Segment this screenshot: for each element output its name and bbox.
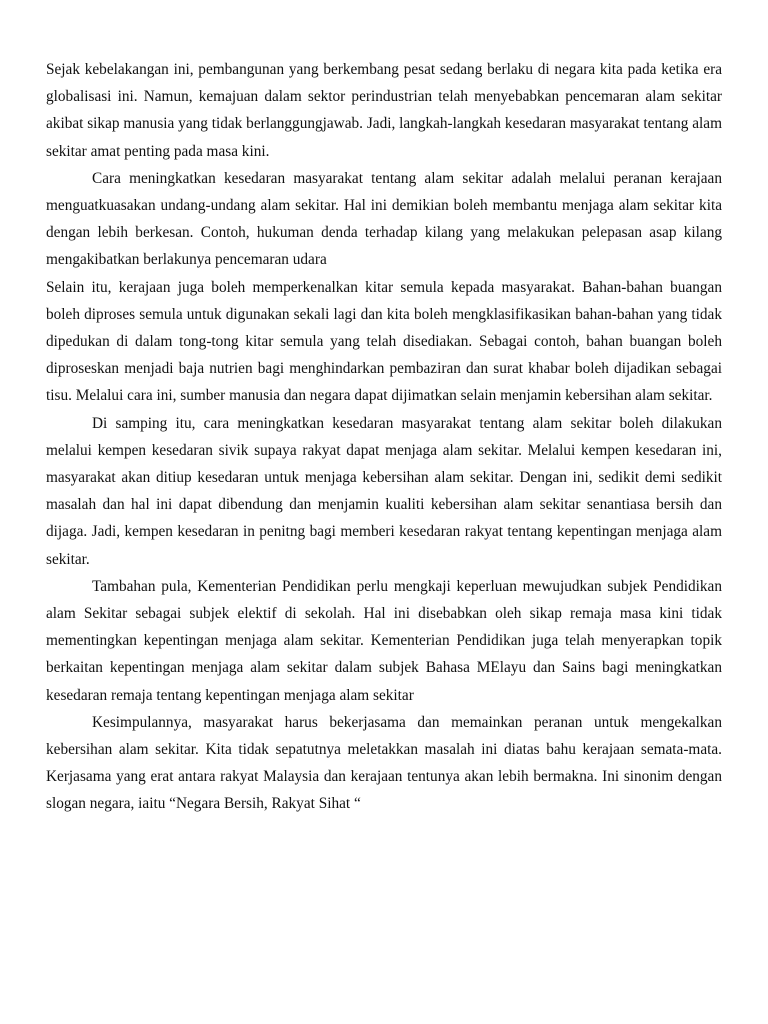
document-page [46, 56, 722, 818]
paragraph-education-ministry: Tambahan pula, Kementerian Pendidikan perlu mengkaji keperluan mewujudkan subjek Pendidikan alam Sekitar sebagai subjek elektif di sekolah. Hal ini disebabkan oleh sikap remaja masa kini tidak mementingkan kepentingan menjaga alam sekitar. Kementerian Pendidikan juga telah menyerapkan topik berkaitan kepentingan menjaga alam sekitar dalam subjek Bahasa MElayu dan Sains bagi meningkatkan kesedaran remaja tentang kepentingan menjaga alam sekitar [46, 577, 722, 704]
paragraph-conclusion: Kesimpulannya, masyarakat harus bekerjasama dan memainkan peranan untuk mengekalkan kebersihan alam sekitar. Kita tidak sepatutnya meletakkan masalah ini diatas bahu kerajaan semata-mata. Kerjasama yang erat antara rakyat Malaysia dan kerajaan tentunya akan lebih bermakna. Ini sinonim dengan slogan negara, iaitu “Negara Bersih, Rakyat Sihat “ [46, 713, 722, 813]
paragraph-civic-campaign: Di samping itu, cara meningkatkan kesedaran masyarakat tentang alam sekitar boleh dilakukan melalui kempen kesedaran sivik supaya rakyat dapat menjaga alam sekitar. Melalui kempen kesedaran ini, masyarakat akan ditiup kesedaran untuk menjaga kebersihan alam sekitar. Dengan ini, sedikit demi sedikit masalah dan hal ini dapat dibendung dan menjamin kualiti kebersihan alam sekitar senantiasa bersih dan dijaga. Jadi, kempen kesedaran in penitng bagi memberi kesedaran rakyat tentang kepentingan menjaga alam sekitar. [46, 414, 722, 568]
paragraph-introduction: Sejak kebelakangan ini, pembangunan yang berkembang pesat sedang berlaku di negara kita pada ketika era globalisasi ini. Namun, kemajuan dalam sektor perindustrian telah menyebabkan pencemaran alam sekitar akibat sikap manusia yang tidak berlanggungjawab. Jadi, langkah-langkah kesedaran masyarakat tentang alam sekitar amat penting pada masa kini. [46, 61, 722, 160]
paragraph-law-enforcement: Cara meningkatkan kesedaran masyarakat tentang alam sekitar adalah melalui peranan kerajaan menguatkuasakan undang-undang alam sekitar. Hal ini demikian boleh membantu menjaga alam sekitar kita dengan lebih berkesan. Contoh, hukuman denda terhadap kilang yang melakukan pelepasan asap kilang mengakibatkan berlakunya pencemaran udara [46, 169, 722, 269]
paragraph-recycling: Selain itu, kerajaan juga boleh memperkenalkan kitar semula kepada masyarakat. Bahan-bahan buangan boleh diproses semula untuk digunakan sekali lagi dan kita boleh mengklasifikasikan bahan-bahan yang tidak dipedukan di dalam tong-tong kitar semula yang telah disediakan. Sebagai contoh, bahan buangan boleh diproseskan menjadi baja nutrien bagi menghindarkan pembaziran dan surat khabar boleh dijadikan sebagai tisu. Melalui cara ini, sumber manusia dan negara dapat dijimatkan selain menjamin kebersihan alam sekitar. [46, 278, 722, 405]
